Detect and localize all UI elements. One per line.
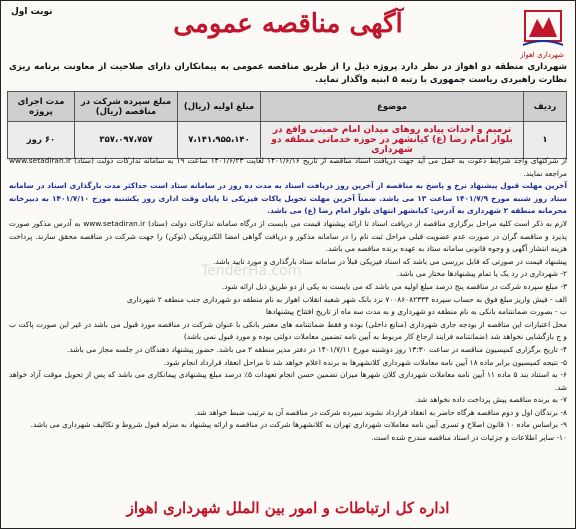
condition-paragraph: لازم به ذکر است کلیه مراحل برگزاری مناقصه از دریافت اسناد تا ارائه پیشنهاد قیمت می بایست از درگاه سامانه تدارکات دولت (ستاد) www.setadiran.ir به آدرس مذکور صورت پذیرد و مناقصه گران در صورت عدم عضویت قبلی مراحل ثبت نام را در سامانه مذکور و دریافت گواهی امضا الکترونیکی (توکن) را جهت شرکت در مناقصه محقق سازند. پرداخت هزینه انتشار آگهی و وجوه قانونی سامانه ستاد به عهده برنده مناقصه می باشد. <box>9 218 567 254</box>
conditions-text <box>9 155 567 445</box>
condition-paragraph: ۴- تاریخ برگزاری کمیسیون مناقصه در ساعت ۱۳:۳۰ روز دوشنبه مورخ ۱۴۰۱/۷/۱۱ در دفتر مدیر منطقه ۲ می باشد. حضور پیشنهاد دهندگان در جلسه مجاز می باشد. <box>67 344 567 354</box>
cell-row-number: ۱ <box>524 122 567 159</box>
cell-deposit: ۳۵۷،۰۹۷،۷۵۷ <box>75 122 178 159</box>
col-duration-header: مدت اجرای پروژه <box>8 92 75 122</box>
cell-initial-amount: ۷،۱۴۱،۹۵۵،۱۴۰ <box>178 122 261 159</box>
cell-subject: ترمیم و احداث پیاده روهای میدان امام خمینی واقع در بلوار امام رضا (ع) کیانشهر در حوزه خدماتی منطقه دو شهرداری <box>261 122 524 159</box>
condition-paragraph: پیشنهاد قیمت در صورتی که قابل بررسی می باشد که اسناد فیزیکی قبلاً در سامانه ستاد بارگذاری و مورد تایید باشد. <box>213 256 567 266</box>
condition-paragraph: آخرین مهلت قبول پیشنهاد نرخ و پاسخ به مناقصه از آخرین روز دریافت اسناد به مدت ده روز در سامانه ستاد است حداکثر مدت بارگذاری اسناد در سامانه ستاد روز شنبه مورخ ۱۴۰۱/۷/۹ ساعت ۱۳ می باشد. ضمناً آخرین مهلت تحویل پاکات فیزیکی تا پایان وقت اداری روز یکشنبه مورخ ۱۴۰۱/۷/۱۰ به دبیرخانه محرمانه منطقه ۲ شهرداری به آدرس: کیانشهر انتهای بلوار امام رضا (ع) می باشد. <box>9 181 567 216</box>
condition-paragraph: محل اعتبارات این مناقصه از بودجه جاری شهرداری (منابع داخلی) بوده و فقط ضمانتنامه های معتبر بانکی با عنوان شرکت در مناقصه مورد قبول می باشد در غیر این صورت پاکت ب و ج بازگشایی نخواهد شد (ضمانتنامه فرایند ارجاع کار مربوط به آیین نامه تضمین معاملات دولتی بوده و مورد قبول نمی باشد) <box>9 319 567 342</box>
col-subject-header: موضوع <box>261 92 524 122</box>
logo-caption: شهرداری اهواز <box>520 51 564 59</box>
condition-paragraph: ۶- به استناد بند ۵ ماده ۱۱ آیین نامه معاملات شهرداری کلان شهرها میزان تضمین حسن انجام تعهدات ۵٪ درصد مبلغ پیشنهادی پیمانکاری می باشد که پس از تحویل موقت آزاد خواهد شد. <box>9 370 567 392</box>
watermark: TenderHa.com <box>201 263 302 279</box>
condition-paragraph: ۷- به برنده مناقصه پیش پرداخت داده نخواهد شد. <box>414 395 567 405</box>
col-row-header: ردیف <box>524 92 567 122</box>
page-title: آگهی مناقصه عمومی <box>173 9 403 39</box>
condition-paragraph: از شرکتهای واجد شرایط دعوت به عمل می آید جهت دریافت اسناد مناقصه از تاریخ ۱۴۰۱/۶/۱۶ لغایت ۱۴۰۱/۶/۲۳ ساعت ۱۹ به سامانه تدارکات دولت (ستاد) www.setadiran.ir مراجعه نمایند. <box>9 156 567 178</box>
table-header-row <box>8 92 567 122</box>
table-row <box>8 122 567 159</box>
footer-signature: اداره کل ارتباطات و امور بین الملل شهرداری اهواز <box>126 499 450 517</box>
intro-paragraph: شهرداری منطقه دو اهواز در نظر دارد پروژه ذیل را از طریق مناقصه عمومی به پیمانکاران دارای صلاحیت از معاونت برنامه ریزی نظارت راهبردی ریاست جمهوری با رتبه ۵ ابنیه واگذار نماید. <box>9 62 567 85</box>
condition-paragraph: ۱۰- سایر اطلاعات و جزئیات در اسناد مناقصه مندرج شده است. <box>371 433 567 443</box>
condition-paragraph: الف - فیش واریز مبلغ فوق به حساب سپرده ۷۰۰۸۶۰۸۲۳۳۴ نزد بانک شهر شعبه انقلاب اهواز به نام منطقه دو شهرداری جنب منطقه ۲ شهرداری <box>126 294 567 304</box>
condition-paragraph: ۳- مبلغ سپرده شرکت در مناقصه پنج درصد مبلغ اولیه می باشد که می بایست به یکی از دو طریق ذیل ارائه شود. <box>221 281 567 291</box>
condition-paragraph: ۵- نتیجه کمیسیون برابر ماده ۱۸ آیین نامه معاملات شهرداری کلانشهرها به برنده اعلام خواهد شد تا مراحل انعقاد قرارداد انجام شود. <box>163 357 567 367</box>
cell-duration: ۶۰ روز <box>8 122 75 159</box>
tender-table <box>7 91 567 159</box>
col-initial-amount-header: مبلغ اولیه (ریال) <box>178 92 261 122</box>
condition-paragraph: ب - بصورت ضمانتنامه بانکی به نام منطقه دو شهرداری و به مدت سه ماه از تاریخ افتتاح پیشنهادها <box>265 307 567 317</box>
condition-paragraph: ۹- براساس ماده ۱۰ قانون اصلاح و تسری آیین نامه معاملات شهرداری تهران به کلانشهرها شرکت در مناقصه و ارائه پیشنهاد به منزله قبول شروط و تکالیف شهرداری می باشد. <box>30 420 567 430</box>
condition-paragraph: ۸- برندگان اول و دوم مناقصه هرگاه حاضر به انعقاد قرارداد نشوند سپرده شرکت در مناقصه آن به ترتیب ضبط خواهد شد. <box>194 407 567 417</box>
condition-paragraph: ۲- شهرداری در رد یک یا تمام پیشنهادها مختار می باشد. <box>396 269 567 279</box>
col-deposit-header: مبلغ سپرده شرکت در مناقصه (ریال) <box>75 92 178 122</box>
round-label: نوبت اول <box>11 7 53 17</box>
